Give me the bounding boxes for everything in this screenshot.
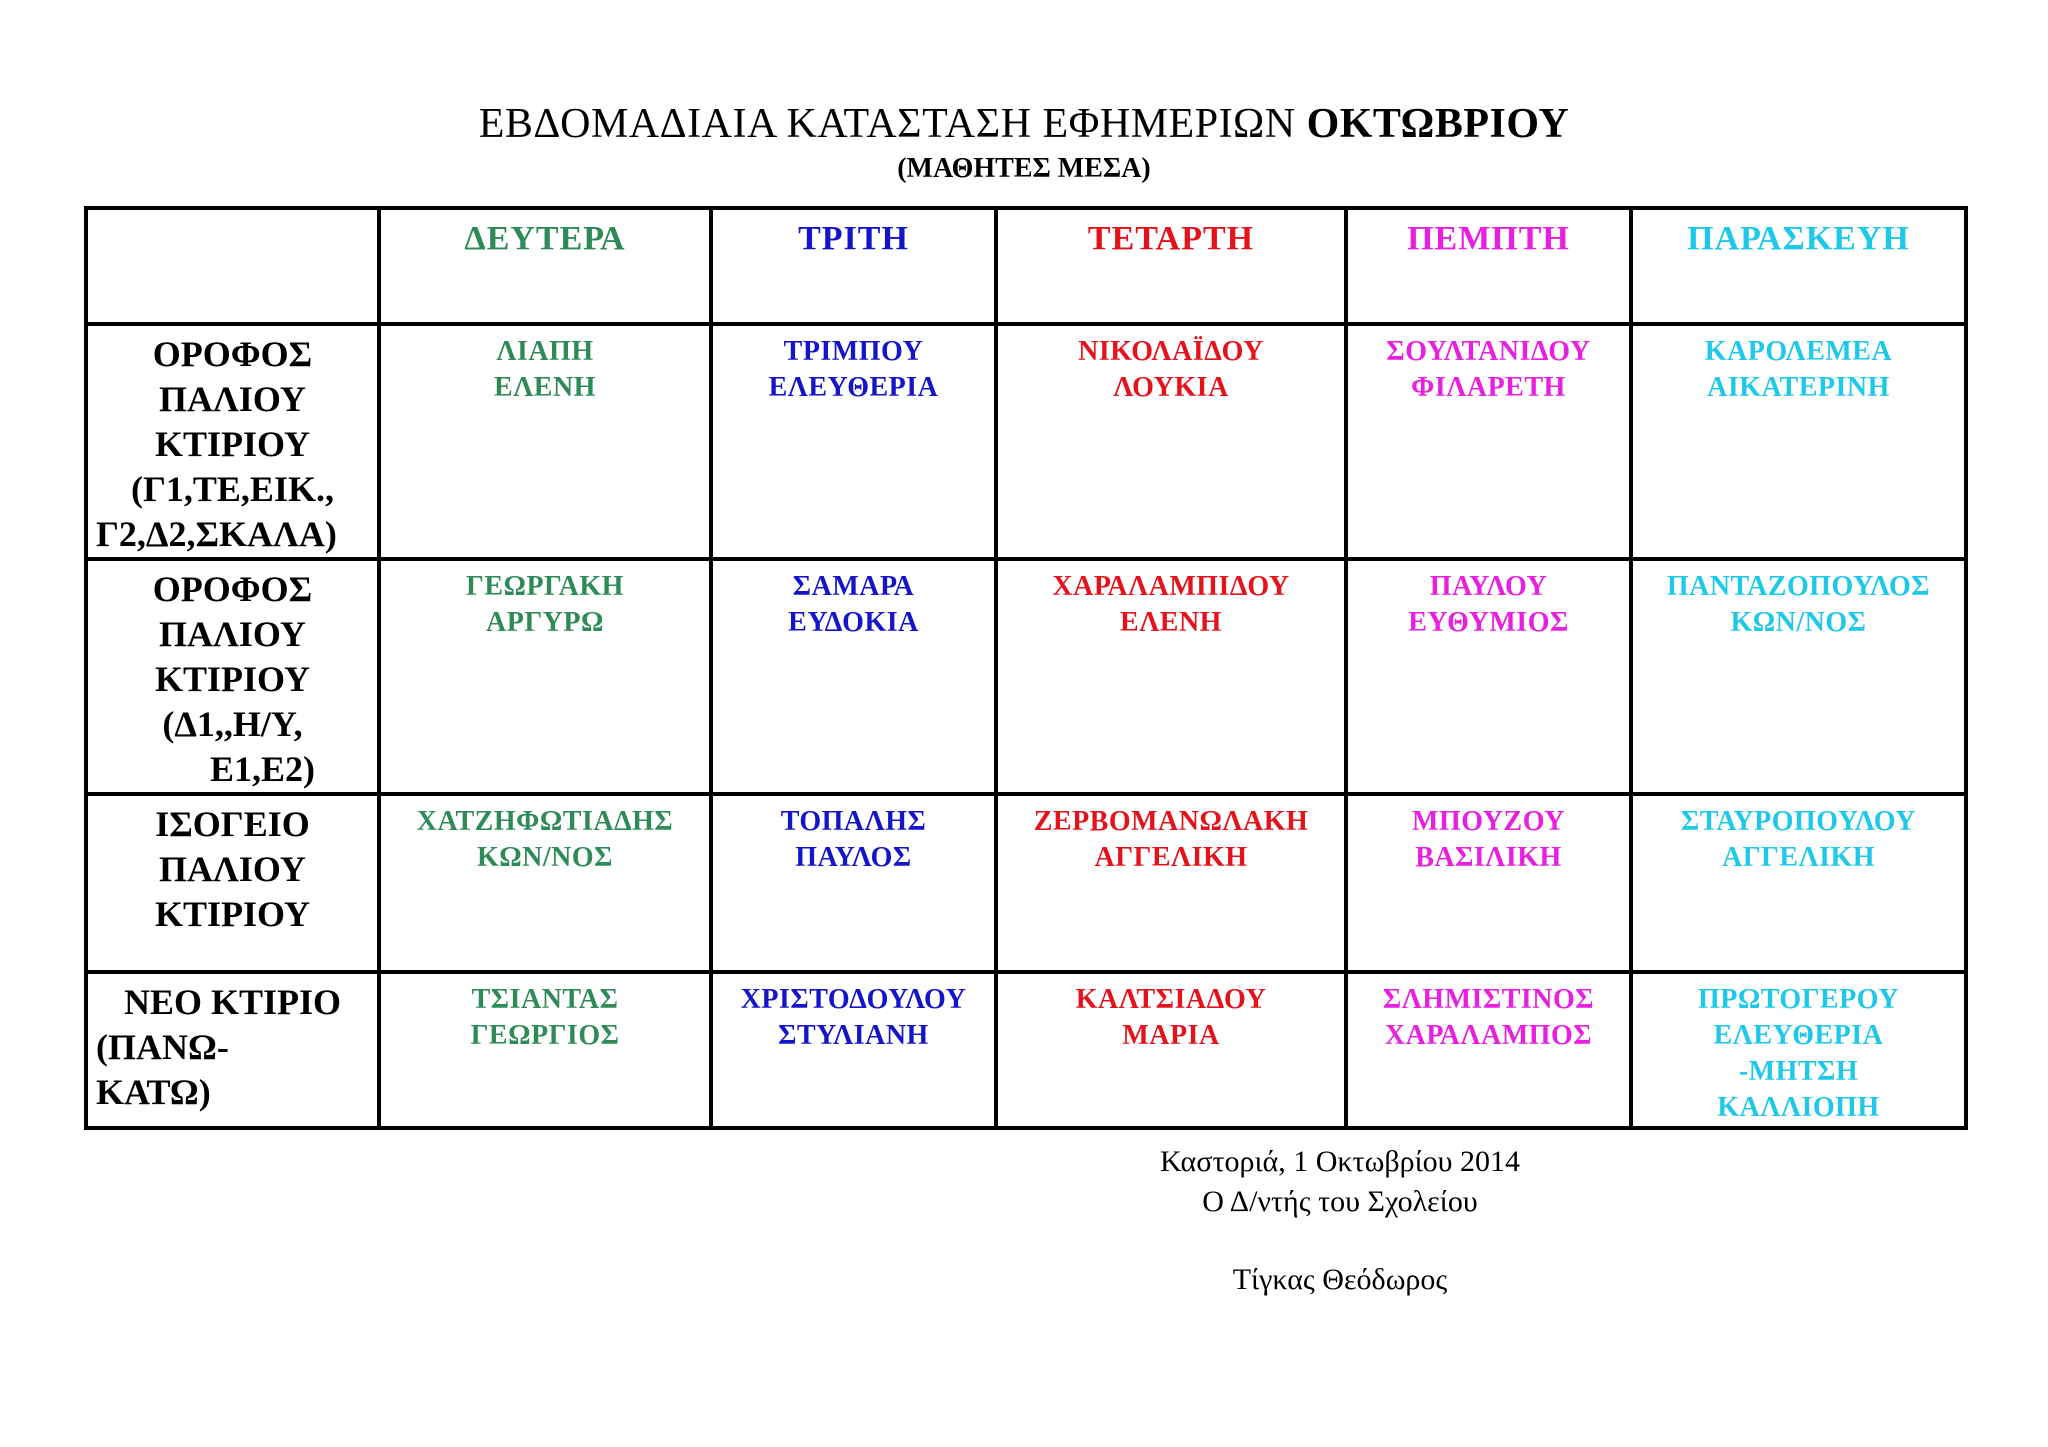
teacher-name-line: ΕΛΕΝΗ (494, 372, 596, 403)
location-line: ΚΑΤΩ) (96, 1072, 211, 1112)
teacher-name-line: ΠΡΩΤΟΓΕΡΟΥ (1697, 984, 1900, 1015)
duty-cell-thursday (1346, 794, 1631, 972)
table-row (86, 794, 1966, 972)
duty-cell-tuesday (711, 559, 996, 794)
day-header-tuesday: ΤΡΙΤΗ (711, 208, 996, 324)
teacher-name-line: ΓΕΩΡΓΙΟΣ (470, 1020, 620, 1051)
location-line: ΙΣΟΓΕΙΟ (155, 804, 310, 844)
duty-cell-friday (1631, 972, 1966, 1128)
duty-cell-tuesday (711, 794, 996, 972)
duty-cell-wednesday (996, 972, 1346, 1128)
location-cell (86, 559, 379, 794)
duty-cell-friday (1631, 559, 1966, 794)
teacher-name-line: ΤΡΙΜΠΟΥ (783, 336, 924, 367)
teacher-name-line: ΣΟΥΛΤΑΝΙΔΟΥ (1386, 336, 1591, 367)
teacher-name-line: ΚΩΝ/ΝΟΣ (476, 842, 613, 873)
document-title (0, 98, 2048, 150)
teacher-name-line: ΖΕΡΒΟΜΑΝΩΛΑΚΗ (1033, 806, 1309, 837)
location-cell (86, 794, 379, 972)
location-line: Γ2,Δ2,ΣΚΑΛΑ) (96, 514, 337, 554)
teacher-name-line: ΤΣΙΑΝΤΑΣ (471, 984, 619, 1015)
location-line: (Γ1,ΤΕ,ΕΙΚ., (131, 469, 334, 509)
location-line: ΟΡΟΦΟΣ (152, 569, 313, 609)
teacher-name-line: ΣΛΗΜΙΣΤΙΝΟΣ (1382, 984, 1595, 1015)
teacher-name-line: ΕΛΕΥΘΕΡΙΑ (768, 372, 939, 403)
teacher-name-line: ΕΛΕΥΘΕΡΙΑ (1713, 1020, 1884, 1051)
location-line: Ε1,Ε2) (209, 749, 315, 789)
location-line: ΠΑΛΙΟΥ (159, 849, 306, 889)
duty-schedule-table (84, 206, 1968, 1130)
duty-cell-monday (379, 794, 711, 972)
duty-cell-friday (1631, 794, 1966, 972)
table-header-row (86, 208, 1966, 324)
location-line: ΟΡΟΦΟΣ (152, 334, 313, 374)
teacher-name-line: ΕΥΘΥΜΙΟΣ (1408, 607, 1569, 638)
day-header-friday: ΠΑΡΑΣΚΕΥΗ (1631, 208, 1966, 324)
teacher-name-line: ΛΟΥΚΙΑ (1113, 372, 1229, 403)
location-line: ΠΑΛΙΟΥ (159, 614, 306, 654)
table-row (86, 972, 1966, 1128)
teacher-name-line: ΜΑΡΙΑ (1122, 1020, 1220, 1051)
duty-cell-thursday (1346, 324, 1631, 559)
teacher-name-line: -ΜΗΤΣΗ (1738, 1056, 1859, 1087)
location-line: (ΠΑΝΩ- (96, 1027, 229, 1067)
duty-cell-wednesday (996, 324, 1346, 559)
teacher-name-line: ΧΡΙΣΤΟΔΟΥΛΟΥ (740, 984, 967, 1015)
teacher-name-line: ΧΑΡΑΛΑΜΠΙΔΟΥ (1052, 571, 1290, 602)
teacher-name-line: ΣΤΥΛΙΑΝΗ (778, 1020, 929, 1051)
teacher-name-line: ΕΥΔΟΚΙΑ (788, 607, 919, 638)
teacher-name-line: ΚΑΡΟΛΕΜΕΑ (1704, 336, 1893, 367)
teacher-name-line: ΣΤΑΥΡΟΠΟΥΛΟΥ (1680, 806, 1917, 837)
teacher-name-line: ΠΑΥΛΟΣ (795, 842, 912, 873)
teacher-name-line: ΚΑΛΤΣΙΑΔΟΥ (1075, 984, 1267, 1015)
duty-cell-tuesday (711, 324, 996, 559)
location-cell (86, 324, 379, 559)
teacher-name-line: ΜΠΟΥΖΟΥ (1412, 806, 1565, 837)
teacher-name-line: ΓΕΩΡΓΑΚΗ (466, 571, 624, 602)
teacher-name-line: ΧΑΡΑΛΑΜΠΟΣ (1384, 1020, 1593, 1051)
duty-cell-tuesday (711, 972, 996, 1128)
location-line: ΚΤΙΡΙΟΥ (154, 424, 311, 464)
table-row (86, 559, 1966, 794)
teacher-name-line: ΚΩΝ/ΝΟΣ (1730, 607, 1867, 638)
location-line: ΚΤΙΡΙΟΥ (154, 894, 311, 934)
day-header-wednesday: ΤΕΤΑΡΤΗ (996, 208, 1346, 324)
duty-cell-wednesday (996, 559, 1346, 794)
duty-cell-monday (379, 324, 711, 559)
teacher-name-line: ΑΙΚΑΤΕΡΙΝΗ (1707, 372, 1890, 403)
teacher-name-line: ΚΑΛΛΙΟΠΗ (1717, 1092, 1880, 1123)
title-month: ΟΚΤΩΒΡΙΟΥ (1306, 101, 1570, 147)
teacher-name-line: ΣΑΜΑΡΑ (792, 571, 915, 602)
teacher-name-line: ΑΡΓΥΡΩ (486, 607, 604, 638)
duty-cell-monday (379, 559, 711, 794)
teacher-name-line: ΝΙΚΟΛΑΪΔΟΥ (1078, 336, 1264, 367)
teacher-name-line: ΠΑΝΤΑΖΟΠΟΥΛΟΣ (1666, 571, 1931, 602)
teacher-name-line: ΛΙΑΠΗ (496, 336, 594, 367)
table-body (86, 324, 1966, 1128)
document-subtitle: (ΜΑΘΗΤΕΣ ΜΕΣΑ) (897, 153, 1151, 184)
signatory-name: Τίγκας Θεόδωρος (1232, 1263, 1448, 1296)
location-line: ΠΑΛΙΟΥ (159, 379, 306, 419)
duty-cell-thursday (1346, 972, 1631, 1128)
title-main: ΕΒΔΟΜΑΔΙΑΙΑ ΚΑΤΑΣΤΑΣΗ ΕΦΗΜΕΡΙΩΝ (478, 101, 1296, 147)
duty-cell-wednesday (996, 794, 1346, 972)
location-line: ΚΤΙΡΙΟΥ (154, 659, 311, 699)
day-header-thursday: ΠΕΜΠΤΗ (1346, 208, 1631, 324)
teacher-name-line: ΠΑΥΛΟΥ (1429, 571, 1548, 602)
teacher-name-line: ΧΑΤΖΗΦΩΤΙΑΔΗΣ (416, 806, 674, 837)
duty-cell-thursday (1346, 559, 1631, 794)
duty-cell-monday (379, 972, 711, 1128)
day-header-monday: ΔΕΥΤΕΡΑ (379, 208, 711, 324)
teacher-name-line: ΦΙΛΑΡΕΤΗ (1411, 372, 1566, 403)
location-line: (Δ1,,Η/Υ, (162, 704, 303, 744)
place-date: Καστοριά, 1 Οκτωβρίου 2014 (1160, 1145, 1520, 1178)
teacher-name-line: ΤΟΠΑΛΗΣ (780, 806, 927, 837)
teacher-name-line: ΑΓΓΕΛΙΚΗ (1094, 842, 1248, 873)
location-cell (86, 972, 379, 1128)
corner-cell (86, 208, 379, 324)
table-row (86, 324, 1966, 559)
principal-role: Ο Δ/ντής του Σχολείου (1202, 1185, 1478, 1218)
teacher-name-line: ΕΛΕΝΗ (1120, 607, 1222, 638)
teacher-name-line: ΑΓΓΕΛΙΚΗ (1721, 842, 1876, 873)
location-line: ΝΕΟ ΚΤΙΡΙΟ (123, 982, 342, 1022)
teacher-name-line: ΒΑΣΙΛΙΚΗ (1415, 842, 1562, 873)
duty-cell-friday (1631, 324, 1966, 559)
